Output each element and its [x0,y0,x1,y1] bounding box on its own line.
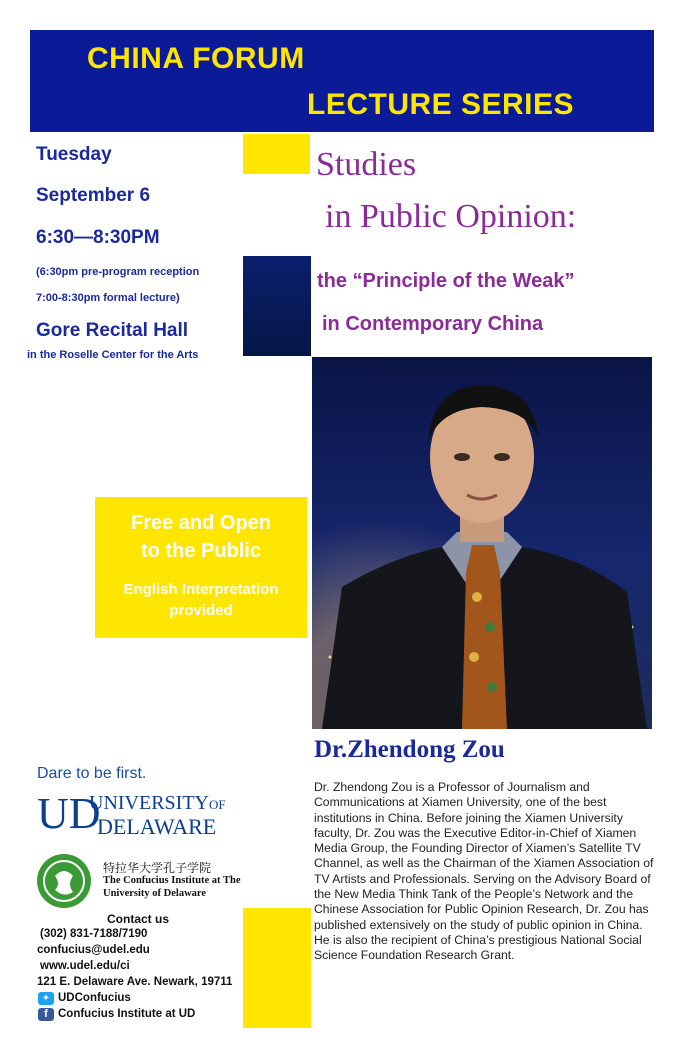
speaker-photo [312,357,652,729]
admission-line1: Free and Open [130,512,272,534]
contact-address: 121 E. Delaware Ave. Newark, 19711 [37,976,233,988]
event-day: Tuesday [36,144,112,165]
contact-heading: Contact us [107,912,170,926]
speaker-portrait-icon [312,357,652,729]
logo-of: OF [209,797,226,812]
admission-line2: to the Public [141,540,261,562]
logo-university: UNIVERSITY [89,792,209,814]
university-logo [37,788,242,840]
admission-box [95,497,307,638]
event-venue: Gore Recital Hall [36,320,189,341]
facebook-icon[interactable]: f [38,1008,54,1021]
event-venue-detail: in the Roselle Center for the Arts [27,349,199,361]
interpretation-line1: English Interpretation [123,581,279,598]
event-time: 6:30—8:30PM [36,227,160,248]
lecture-subtitle-line2: in Contemporary China [322,313,544,335]
speaker-name: Dr.Zhendong Zou [314,736,505,763]
contact-email[interactable]: confucius@udel.edu [37,944,150,956]
institute-chinese-name: 特拉华大学孔子学院 [103,861,212,875]
yellow-block-bottom [243,908,311,1028]
event-date: September 6 [36,185,151,206]
logo-delaware: DELAWARE [97,814,217,839]
contact-facebook[interactable]: Confucius Institute at UD [58,1008,196,1020]
header-banner [30,30,654,132]
series-title-line2: LECTURE SERIES [307,88,575,121]
speaker-bio: Dr. Zhendong Zou is a Professor of Journalism and Communications at Xiamen University, one of the best institutions in China. Before joining the Xiamen University faculty, Dr. Zou was the Executive Editor-in-Chief of Xiamen Media Group, the Founding Director of Xiamen’s Satellite TV Channel, as well as the Chairman of the Xiamen Association of TV Artists and Professionals. Serving on the Advisory Board of the New Media Think Tank of the People’s Network and the Chinese Association for Public Opinion Research, Dr. Zou has published extensively on the study of public opinion in China. He is also the recipient of China’s prestigious National Social Science Foundation Research Grant. [314,780,654,963]
twitter-icon[interactable]: ✦ [38,992,54,1005]
lecture-subtitle-line1: the “Principle of the Weak” [317,270,575,292]
yellow-block-top [243,134,310,174]
institute-name-line1: The Confucius Institute at The [103,875,241,886]
lecture-title-line2: in Public Opinion: [325,198,577,235]
contact-twitter[interactable]: UDConfucius [58,992,131,1004]
confucius-institute-emblem-icon [37,854,91,908]
contact-website[interactable]: www.udel.edu/ci [40,960,130,972]
night-block-left [243,256,311,356]
ud-monogram-icon: UD [37,789,101,838]
event-note-reception: (6:30pm pre-program reception [36,266,200,278]
interpretation-line2: provided [169,602,233,619]
series-title-line1: CHINA FORUM [87,42,305,75]
university-tagline: Dare to be first. [37,765,147,782]
contact-phone: (302) 831-7188/7190 [40,928,148,940]
lecture-title-line1: Studies [316,146,417,183]
institute-name-line2: University of Delaware [103,888,207,899]
event-note-lecture: 7:00-8:30pm formal lecture) [36,292,180,304]
